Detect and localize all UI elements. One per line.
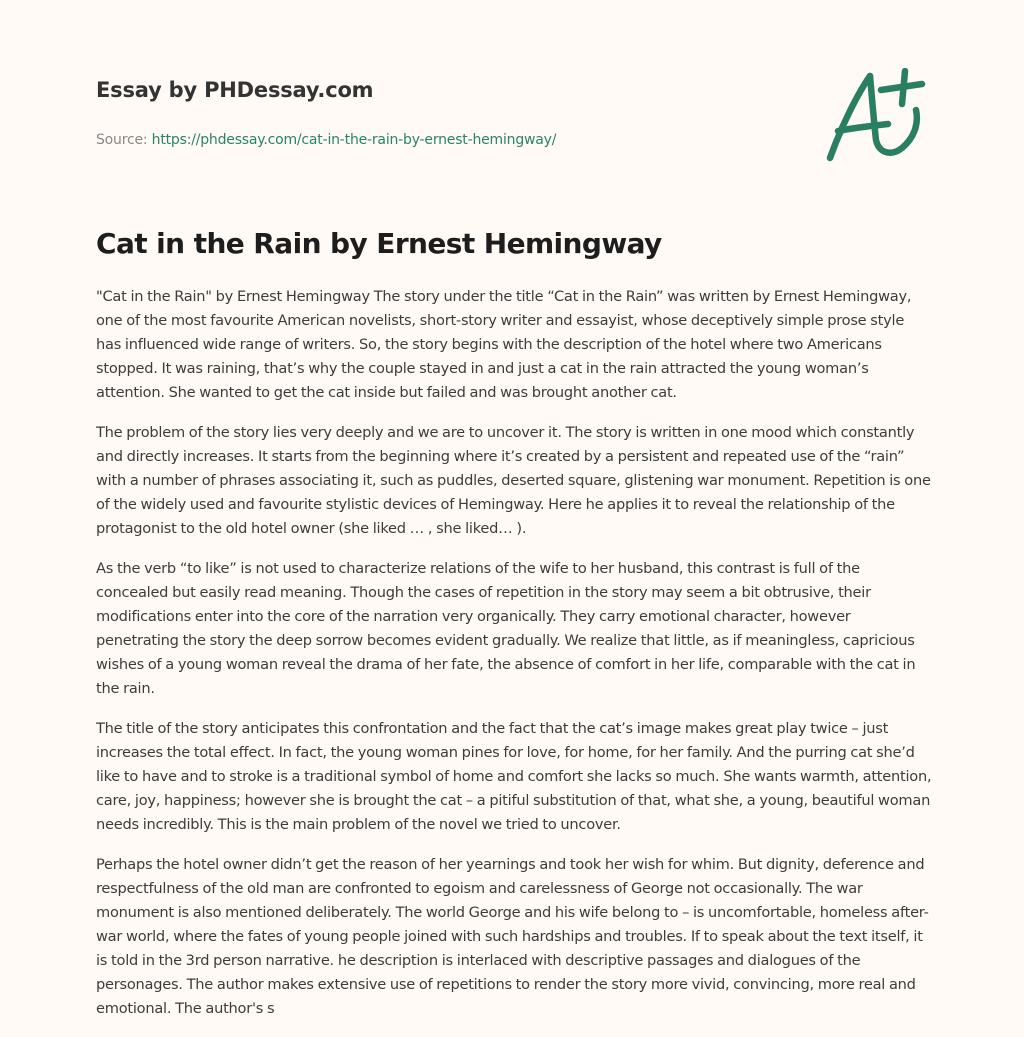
essay-paragraph: The title of the story anticipates this confrontation and the fact that the cat’s image makes great play twice – just increases the total effect. In fact, the young woman pines for love, for home, for her family. And the purring cat she’d like to have and to stroke is a traditional symbol of home and comfort she lacks so much. She wants warmth, attention, care, joy, happiness; however she is brought the cat – a pitiful substitution of that, what she, a young, beautiful woman needs incredibly. This is the main problem of the novel we tried to uncover.: [96, 720, 932, 833]
essay-paragraph: The problem of the story lies very deeply and we are to uncover it. The story is written in one mood which constantly and directly increases. It starts from the beginning where it’s created by a persistent and repeated use of the “rain” with a number of phrases associating it, such as puddles, deserted square, glistening war monument. Repetition is one of the widely used and favourite stylistic devices of Hemingway. Here he applies it to reveal the relationship of the protagonist to the old hotel owner (she liked … , she liked… ).: [96, 424, 931, 537]
essay-paragraph: Perhaps the hotel owner didn’t get the reason of her yearnings and took her wish for whim. But dignity, deference and respectfulness of the old man are confronted to egoism and carelessness of George not occasionally. The war monument is also mentioned deliberately. The world George and his wife belong to – is uncomfortable, homeless after-war world, where the fates of young people joined with such hardships and troubles. If to speak about the text itself, it is told in the 3rd person narrative. he description is interlaced with descriptive passages and dialogues of the personages. The author makes extensive use of repetitions to render the story more vivid, convincing, more real and emotional. The author's s: [96, 856, 929, 1017]
essay-body: [96, 285, 932, 1037]
essay-title: Cat in the Rain by Ernest Hemingway: [96, 227, 662, 260]
site-brand: Essay by PHDessay.com: [96, 78, 374, 102]
page-header: [96, 74, 796, 149]
essay-paragraph: As the verb “to like” is not used to characterize relations of the wife to her husband, this contrast is full of the concealed but easily read meaning. Though the cases of repetition in the story may seem a bit obtrusive, their modifications enter into the core of the narration very organically. They carry emotional character, however penetrating the story the deep sorrow becomes evident gradually. We realize that little, as if meaningless, capricious wishes of a young woman reveal the drama of her fate, the absence of comfort in her life, comparable with the cat in the rain.: [96, 560, 916, 697]
source-line: [96, 131, 796, 149]
source-link[interactable]: https://phdessay.com/cat-in-the-rain-by-ernest-hemingway/: [151, 132, 557, 148]
essay-paragraph: "Cat in the Rain" by Ernest Hemingway The story under the title “Cat in the Rain” was written by Ernest Hemingway, one of the most favourite American novelists, short-story writer and essayist, whose deceptively simple prose style has influenced wide range of writers. So, the story begins with the description of the hotel where two Americans stopped. It was raining, that’s why the couple stayed in and just a cat in the rain attracted the young woman’s attention. She wanted to get the cat inside but failed and was brought another cat.: [96, 288, 912, 401]
source-label: Source:: [96, 132, 152, 148]
a-plus-grade-icon: [822, 68, 928, 164]
